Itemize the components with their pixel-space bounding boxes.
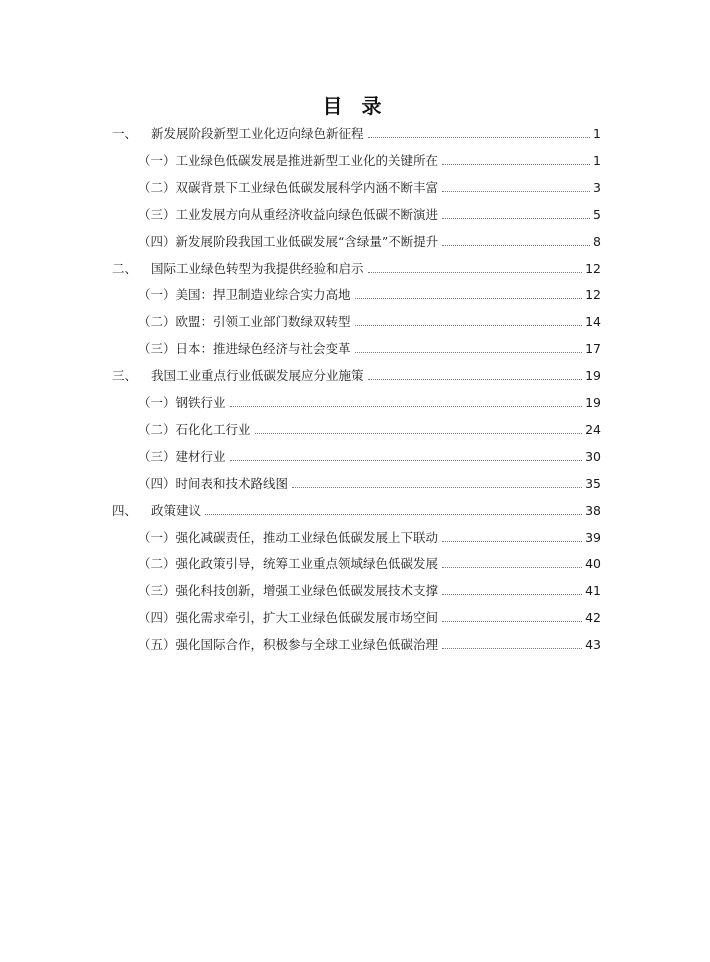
toc-dot-leader <box>205 513 582 515</box>
toc-entry-label: 我国工业重点行业低碳发展应分业施策 <box>151 368 364 384</box>
toc-page-number: 17 <box>585 341 601 357</box>
toc-entry-label: （一）强化减碳责任，推动工业绿色低碳发展上下联动 <box>138 529 439 545</box>
toc-entry-label: （四）新发展阶段我国工业低碳发展“含绿量”不断提升 <box>138 233 439 249</box>
toc-page-number: 8 <box>593 233 601 249</box>
toc-subsection-entry[interactable] <box>138 581 601 601</box>
toc-page-number: 5 <box>593 206 601 222</box>
toc-dot-leader <box>368 271 583 273</box>
toc-entry-label: 新发展阶段新型工业化迈向绿色新征程 <box>151 126 364 141</box>
toc-subsection-entry[interactable] <box>138 205 601 225</box>
toc-subsection-entry[interactable] <box>138 151 601 171</box>
toc-entry-label: （三）日本：推进绿色经济与社会变革 <box>138 341 351 357</box>
toc-entry-label: （三）建材行业 <box>138 448 226 464</box>
toc-page-number: 42 <box>585 610 601 626</box>
toc-dot-leader <box>442 566 582 568</box>
toc-subsection-entry[interactable] <box>138 312 601 332</box>
toc-dot-leader <box>442 647 582 649</box>
toc-dot-leader <box>255 432 583 434</box>
toc-dot-leader <box>442 190 590 192</box>
toc-subsection-entry[interactable] <box>138 608 601 628</box>
toc-dot-leader <box>442 593 582 595</box>
toc-page-number: 3 <box>593 179 601 195</box>
toc-dot-leader <box>442 540 582 542</box>
toc-entry-label: （四）时间表和技术路线图 <box>138 475 289 491</box>
toc-subsection-entry[interactable] <box>138 393 601 413</box>
toc-entry-label: （一）钢铁行业 <box>138 395 226 410</box>
toc-entry-label: 政策建议 <box>151 502 202 518</box>
toc-page-number: 12 <box>585 287 601 303</box>
toc-section-entry[interactable] <box>112 259 601 279</box>
toc-entry-label: （五）强化国际合作，积极参与全球工业绿色低碳治理 <box>138 637 439 653</box>
toc-entry-label: （二）双碳背景下工业绿色低碳发展科学内涵不断丰富 <box>138 179 439 195</box>
toc-subsection-entry[interactable] <box>138 178 601 198</box>
toc-dot-leader <box>355 351 583 353</box>
toc-dot-leader <box>230 459 583 461</box>
toc-section-number: 三、 <box>112 368 138 384</box>
toc-entry-label: （二）强化政策引导，统筹工业重点领域绿色低碳发展 <box>138 556 439 572</box>
toc-section-number: 四、 <box>112 502 138 518</box>
toc-entry-label: （三）工业发展方向从重经济收益向绿色低碳不断演进 <box>138 206 439 222</box>
toc-subsection-entry[interactable] <box>138 528 601 548</box>
toc-page-number: 1 <box>593 126 601 141</box>
toc-dot-leader <box>230 405 583 407</box>
toc-subsection-entry[interactable] <box>138 339 601 359</box>
toc-entry-label: （一）美国：捍卫制造业综合实力高地 <box>138 287 351 303</box>
toc-page-number: 41 <box>585 583 601 599</box>
toc-page-number: 30 <box>585 448 601 464</box>
toc-page-number: 38 <box>585 502 601 518</box>
toc-dot-leader <box>442 217 590 219</box>
toc-dot-leader <box>442 620 582 622</box>
toc-subsection-entry[interactable] <box>138 554 601 574</box>
page-title: 目 录 <box>322 94 388 118</box>
toc-entry-label: （二）欧盟：引领工业部门数绿双转型 <box>138 314 351 330</box>
toc-subsection-entry[interactable] <box>138 285 601 305</box>
toc-dot-leader <box>442 163 590 165</box>
toc-dot-leader <box>355 297 583 299</box>
toc-page-number: 40 <box>585 556 601 572</box>
toc-section-number: 一、 <box>112 126 138 141</box>
toc-section-entry[interactable] <box>112 124 601 144</box>
toc-page-number: 14 <box>585 314 601 330</box>
toc-subsection-entry[interactable] <box>138 635 601 655</box>
toc-page-number: 24 <box>585 421 601 437</box>
toc-entry-label: （一）工业绿色低碳发展是推进新型工业化的关键所在 <box>138 152 439 168</box>
toc-dot-leader <box>355 324 583 326</box>
toc-page-number: 12 <box>585 260 601 276</box>
toc-page-number: 19 <box>585 395 601 410</box>
toc-subsection-entry[interactable] <box>138 474 601 494</box>
toc-entry-label: （四）强化需求牵引，扩大工业绿色低碳发展市场空间 <box>138 610 439 626</box>
toc-page-number: 39 <box>585 529 601 545</box>
toc-section-entry[interactable] <box>112 366 601 386</box>
toc-page-number: 43 <box>585 637 601 653</box>
toc-page-number: 35 <box>585 475 601 491</box>
toc-subsection-entry[interactable] <box>138 420 601 440</box>
toc-dot-leader <box>368 136 591 138</box>
toc-entry-label: 国际工业绿色转型为我提供经验和启示 <box>151 260 364 276</box>
toc-page-number: 1 <box>593 152 601 168</box>
toc-subsection-entry[interactable] <box>138 447 601 467</box>
toc-dot-leader <box>292 486 582 488</box>
toc-page-number: 19 <box>585 368 601 384</box>
toc-dot-leader <box>442 244 590 246</box>
toc-entry-label: （三）强化科技创新，增强工业绿色低碳发展技术支撑 <box>138 583 439 599</box>
toc-section-entry[interactable] <box>112 501 601 521</box>
toc-dot-leader <box>368 378 583 380</box>
toc-entry-label: （二）石化化工行业 <box>138 421 251 437</box>
toc-section-number: 二、 <box>112 260 138 276</box>
toc-subsection-entry[interactable] <box>138 232 601 252</box>
